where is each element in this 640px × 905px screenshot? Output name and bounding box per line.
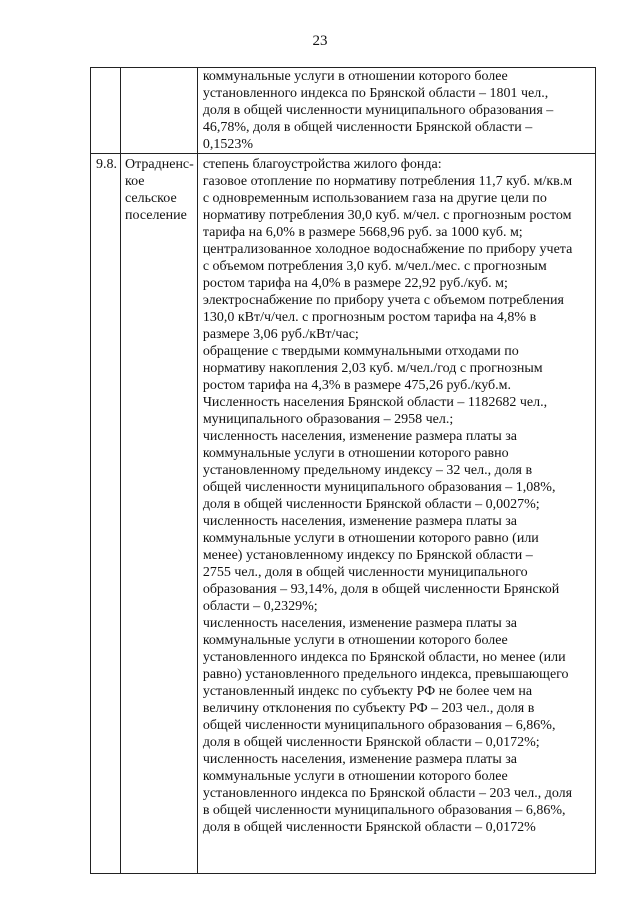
text-line: ростом тарифа на 4,3% в размере 475,26 руб./куб.м.	[202, 378, 512, 393]
text-line: доля в общей численности муниципального образования –	[202, 103, 554, 118]
text-line: нормативу накопления 2,03 куб. м/чел./год с прогнозным	[202, 361, 543, 376]
text-line: в общей численности муниципального образования – 6,86%,	[202, 803, 566, 818]
row-number-cell: 9.8.	[91, 154, 121, 874]
text-line: электроснабжение по прибору учета с объемом потребления	[202, 293, 564, 308]
settlement-name-cell	[121, 68, 198, 154]
text-line: установленному предельному индексу – 32 чел., доля в	[202, 463, 533, 478]
text-line: газовое отопление по нормативу потребления 11,7 куб. м/кв.м	[202, 174, 573, 189]
text-line: величину отклонения по субъекту РФ – 203 чел., доля в	[202, 701, 535, 716]
text-line: установленный индекс по субъекту РФ не более чем на	[202, 684, 533, 699]
settlement-name-line: сельское	[125, 191, 177, 206]
text-line: численность населения, изменение размера платы за	[202, 616, 517, 631]
text-line: ростом тарифа на 4,0% в размере 22,92 руб./куб. м;	[202, 276, 508, 291]
settlement-name-line: кое	[125, 174, 145, 189]
text-line: обращение с твердыми коммунальными отходами по	[202, 344, 519, 359]
text-line: 2755 чел., доля в общей численности муниципального	[202, 565, 528, 580]
text-line: общей численности муниципального образования – 1,08%,	[202, 480, 556, 495]
text-line: 46,78%, доля в общей численности Брянской области –	[202, 120, 533, 135]
text-line: муниципального образования – 2958 чел.;	[202, 412, 454, 427]
text-line: с объемом потребления 3,0 куб. м/чел./мес. с прогнозным	[202, 259, 547, 274]
text-line: 0,1523%	[202, 137, 253, 152]
description-cell	[197, 154, 595, 874]
description-cell	[197, 68, 595, 154]
table-row	[91, 154, 596, 874]
text-line: размере 3,06 руб./кВт/час;	[202, 327, 359, 342]
data-table	[90, 67, 596, 874]
text-line: централизованное холодное водоснабжение по прибору учета	[202, 242, 573, 257]
text-line: степень благоустройства жилого фонда:	[202, 157, 442, 172]
page-number: 23	[312, 33, 328, 49]
text-line: Численность населения Брянской области – 1182682 чел.,	[202, 395, 548, 410]
text-line: менее) установленному индексу по Брянской области –	[202, 548, 533, 563]
settlement-name-line: Отрадненс-	[125, 157, 194, 172]
text-line: 130,0 кВт/ч/чел. с прогнозным ростом тарифа на 4,8% в	[202, 310, 537, 325]
text-line: общей численности муниципального образования – 6,86%,	[202, 718, 556, 733]
text-line: коммунальные услуги в отношении которого равно	[202, 446, 509, 461]
text-line: доля в общей численности Брянской области – 0,0027%;	[202, 497, 540, 512]
text-line: коммунальные услуги в отношении которого равно (или	[202, 531, 539, 546]
text-line: доля в общей численности Брянской области – 0,0172%;	[202, 735, 540, 750]
settlement-name-line: поселение	[125, 208, 187, 223]
text-line: образования – 93,14%, доля в общей численности Брянской	[202, 582, 560, 597]
table-row	[91, 68, 596, 154]
text-line: с одновременным использованием газа на другие цели по	[202, 191, 547, 206]
text-line: численность населения, изменение размера платы за	[202, 429, 517, 444]
text-line: доля в общей численности Брянской области – 0,0172%	[202, 820, 536, 835]
row-number-cell	[91, 68, 121, 154]
text-line: коммунальные услуги в отношении которого более	[202, 69, 508, 84]
text-line: установленного индекса по Брянской области – 203 чел., доля	[202, 786, 573, 801]
text-line: области – 0,2329%;	[202, 599, 318, 614]
text-line: численность населения, изменение размера платы за	[202, 514, 517, 529]
text-line: установленного индекса по Брянской области – 1801 чел.,	[202, 86, 549, 101]
text-line: численность населения, изменение размера платы за	[202, 752, 517, 767]
text-line: нормативу потребления 30,0 куб. м/чел. с прогнозным ростом	[202, 208, 572, 223]
text-line: тарифа на 6,0% в размере 5668,96 руб. за 1000 куб. м;	[202, 225, 523, 240]
text-line: коммунальные услуги в отношении которого более	[202, 633, 508, 648]
text-line: коммунальные услуги в отношении которого более	[202, 769, 508, 784]
settlement-name-cell	[121, 154, 198, 874]
text-line: равно) установленного предельного индекса, превышающего	[202, 667, 569, 682]
text-line: установленного индекса по Брянской области, но менее (или	[202, 650, 566, 665]
